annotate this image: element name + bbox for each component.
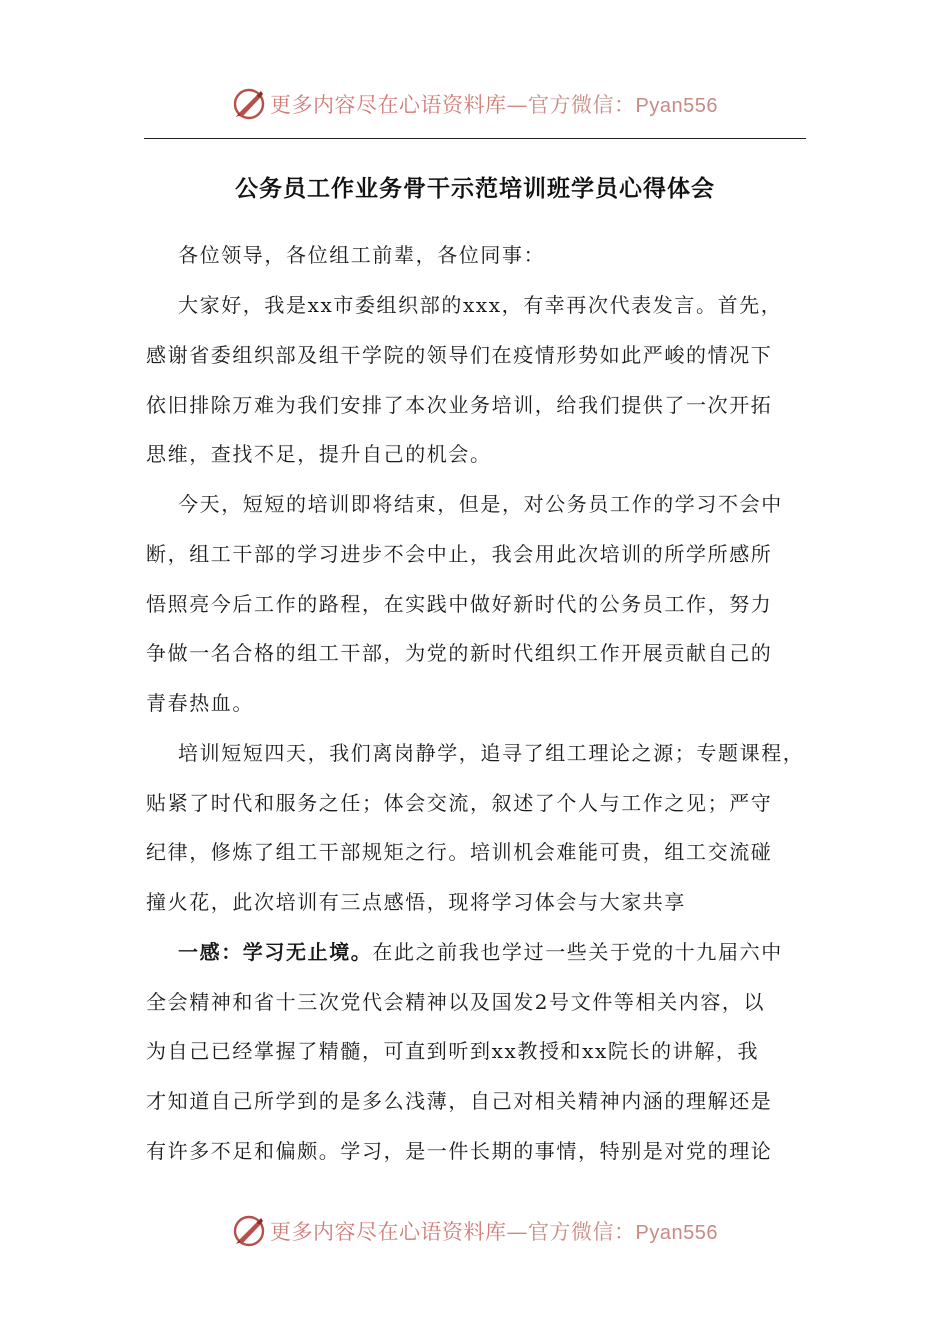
body-line: 依旧排除万难为我们安排了本次业务培训，给我们提供了一次开拓: [146, 393, 773, 417]
header-watermark: [0, 84, 950, 124]
body-line: 青春热血。: [146, 691, 254, 715]
watermark-text: 更多内容尽在心语资料库—官方微信：Pyan556: [270, 93, 718, 117]
body-line: 一感：学习无止境。在此之前我也学过一些关于党的十九届六中: [178, 940, 783, 964]
section-heading: 一感：学习无止境。: [178, 940, 373, 964]
pen-logo-icon: [232, 87, 266, 121]
body-line: 大家好，我是xx市委组织部的xxx，有幸再次代表发言。首先，: [178, 293, 783, 317]
pen-logo-icon: [232, 1214, 266, 1248]
header-divider: [144, 138, 806, 139]
footer-watermark: [0, 1211, 950, 1251]
body-line: 纪律，修炼了组工干部规矩之行。培训机会难能可贵，组工交流碰: [146, 840, 773, 864]
body-line: 争做一名合格的组工干部，为党的新时代组织工作开展贡献自己的: [146, 641, 773, 665]
body-line: 思维，查找不足，提升自己的机会。: [146, 442, 492, 466]
body-line: 感谢省委组织部及组干学院的领导们在疫情形势如此严峻的情况下: [146, 343, 773, 367]
body-line: 贴紧了时代和服务之任；体会交流，叙述了个人与工作之见；严守: [146, 791, 773, 815]
body-line: 各位领导，各位组工前辈，各位同事：: [178, 243, 546, 267]
body-line: 今天，短短的培训即将结束，但是，对公务员工作的学习不会中: [178, 492, 783, 516]
body-line: 悟照亮今后工作的路程，在实践中做好新时代的公务员工作，努力: [146, 592, 773, 616]
body-line: 培训短短四天，我们离岗静学，追寻了组工理论之源；专题课程，: [178, 741, 805, 765]
body-line: 为自己已经掌握了精髓，可直到听到xx教授和xx院长的讲解，我: [146, 1039, 760, 1063]
body-line: 全会精神和省十三次党代会精神以及国发2号文件等相关内容，以: [146, 990, 766, 1014]
body-line: 才知道自己所学到的是多么浅薄，自己对相关精神内涵的理解还是: [146, 1089, 773, 1113]
document-title: 公务员工作业务骨干示范培训班学员心得体会: [235, 175, 715, 202]
body-line: 有许多不足和偏颇。学习，是一件长期的事情，特别是对党的理论: [146, 1139, 773, 1163]
body-line: 撞火花，此次培训有三点感悟，现将学习体会与大家共享: [146, 890, 686, 914]
watermark-text: 更多内容尽在心语资料库—官方微信：Pyan556: [270, 1220, 718, 1244]
body-line: 断，组工干部的学习进步不会中止，我会用此次培训的所学所感所: [146, 542, 773, 566]
